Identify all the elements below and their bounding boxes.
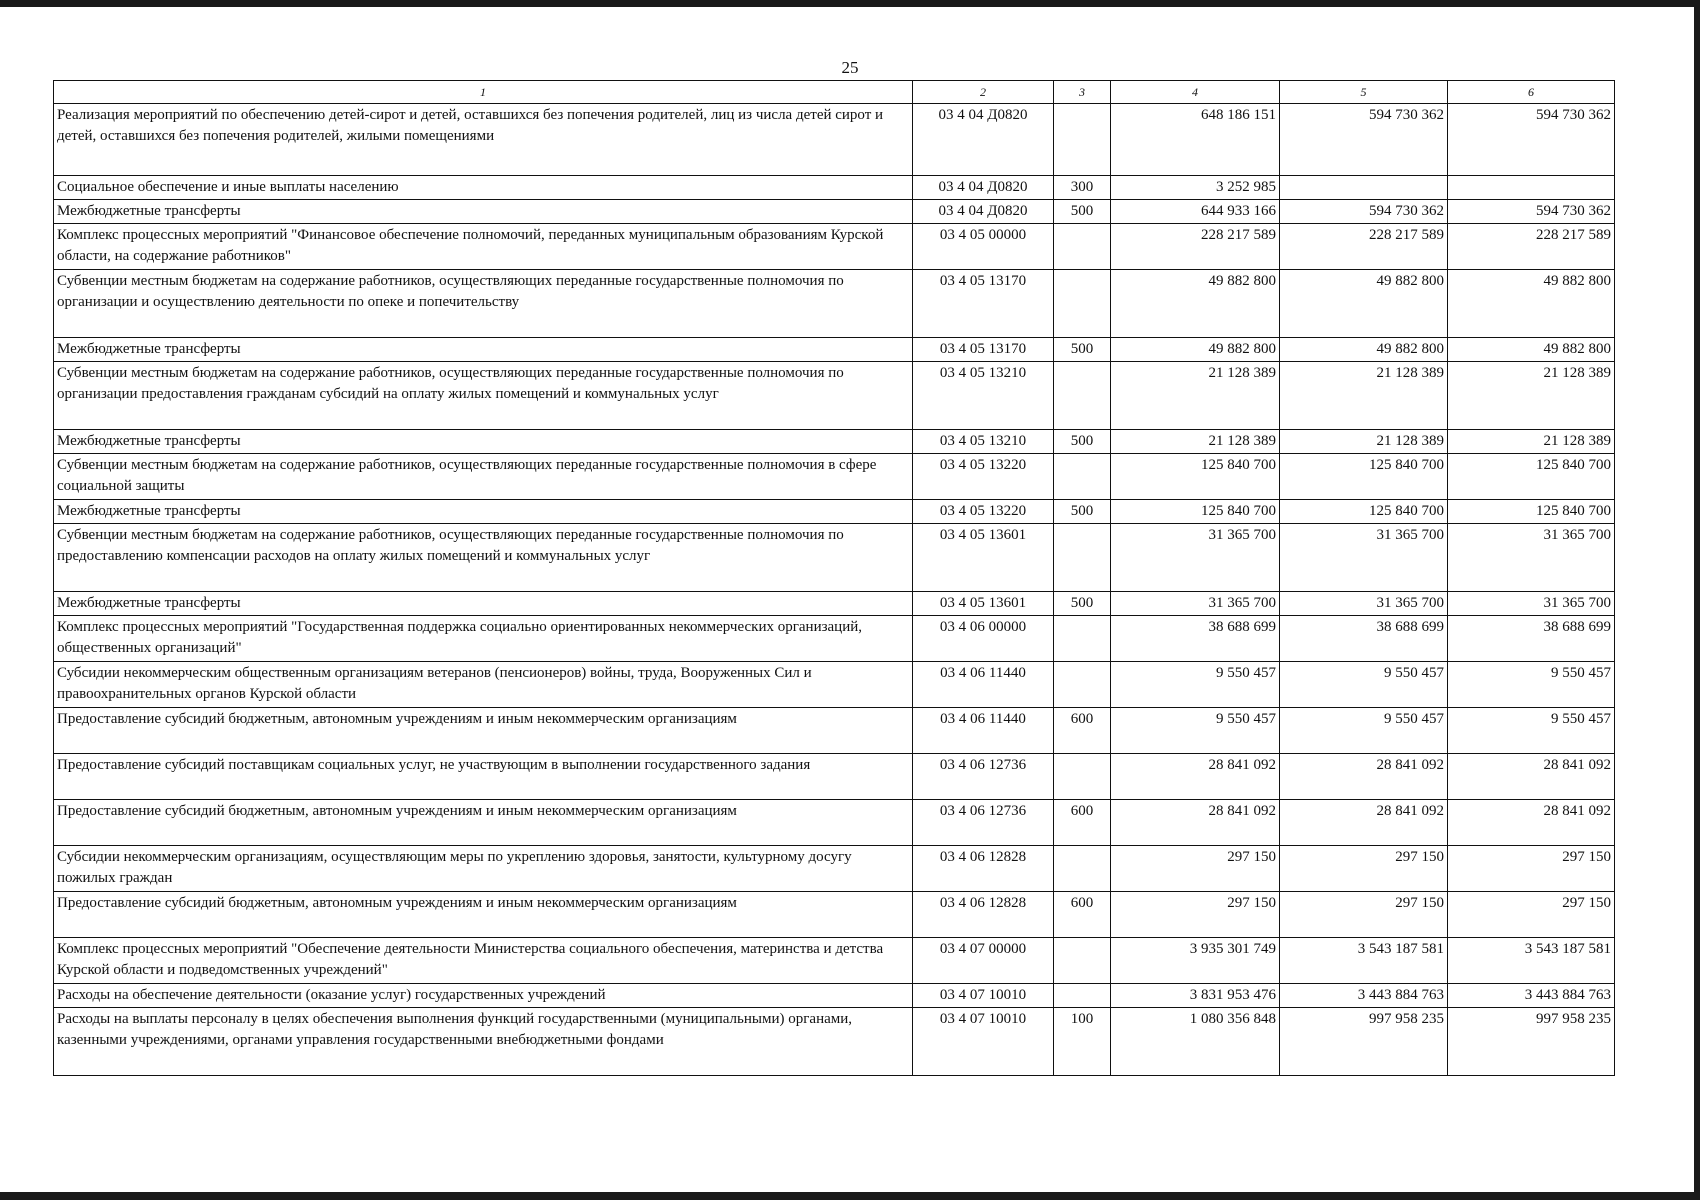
table-row [54,224,1615,270]
row-amount-col4: 31 365 700 [1111,592,1280,616]
row-amount-col5: 49 882 800 [1280,270,1448,338]
row-amount-col4: 3 252 985 [1111,176,1280,200]
row-code: 03 4 05 13220 [913,500,1054,524]
row-amount-col6: 31 365 700 [1448,592,1615,616]
row-amount-col4: 28 841 092 [1111,754,1280,800]
row-amount-col4: 228 217 589 [1111,224,1280,270]
row-amount-col6: 297 150 [1448,892,1615,938]
row-expense-type [1054,362,1111,430]
row-amount-col4: 1 080 356 848 [1111,1008,1280,1076]
row-expense-type: 100 [1054,1008,1111,1076]
table-row [54,1008,1615,1076]
row-name: Расходы на выплаты персоналу в целях обеспечения выполнения функций государственными (муниципальными) органами, казенными учреждениями, органами управления государственными внебюджетными фондами [54,1008,913,1076]
row-amount-col5: 997 958 235 [1280,1008,1448,1076]
row-expense-type: 600 [1054,800,1111,846]
table-row [54,984,1615,1008]
table-row [54,800,1615,846]
row-name: Предоставление субсидий бюджетным, автономным учреждениям и иным некоммерческим организациям [54,800,913,846]
row-amount-col4: 125 840 700 [1111,454,1280,500]
table-row [54,362,1615,430]
header-col-1: 1 [54,81,913,104]
row-code: 03 4 06 11440 [913,662,1054,708]
row-amount-col5: 594 730 362 [1280,104,1448,176]
row-name: Реализация мероприятий по обеспечению детей-сирот и детей, оставшихся без попечения родителей, лиц из числа детей сирот и детей, оставшихся без попечения родителей, жилыми помещениями [54,104,913,176]
row-code: 03 4 05 13170 [913,270,1054,338]
row-amount-col6: 28 841 092 [1448,800,1615,846]
row-amount-col6: 3 443 884 763 [1448,984,1615,1008]
scan-border-top [0,0,1700,7]
row-amount-col6: 9 550 457 [1448,708,1615,754]
row-amount-col5: 3 543 187 581 [1280,938,1448,984]
row-amount-col6: 38 688 699 [1448,616,1615,662]
row-expense-type: 500 [1054,338,1111,362]
row-code: 03 4 07 00000 [913,938,1054,984]
row-amount-col4: 125 840 700 [1111,500,1280,524]
row-code: 03 4 05 13601 [913,592,1054,616]
table-row [54,662,1615,708]
row-name: Комплекс процессных мероприятий "Обеспечение деятельности Министерства социального обеспечения, материнства и детства Курской области и подведомственных учреждений" [54,938,913,984]
budget-table-body [54,104,1615,1076]
row-amount-col6: 228 217 589 [1448,224,1615,270]
row-amount-col4: 297 150 [1111,846,1280,892]
row-code: 03 4 06 12736 [913,800,1054,846]
row-expense-type [1054,662,1111,708]
row-name: Межбюджетные трансферты [54,200,913,224]
row-code: 03 4 07 10010 [913,984,1054,1008]
row-code: 03 4 05 13601 [913,524,1054,592]
row-name: Межбюджетные трансферты [54,338,913,362]
row-amount-col5: 21 128 389 [1280,430,1448,454]
scan-border-bottom [0,1192,1700,1200]
table-row [54,938,1615,984]
row-expense-type: 600 [1054,708,1111,754]
table-row [54,524,1615,592]
row-amount-col5: 49 882 800 [1280,338,1448,362]
table-row [54,754,1615,800]
row-amount-col4: 3 935 301 749 [1111,938,1280,984]
row-amount-col5: 31 365 700 [1280,592,1448,616]
row-code: 03 4 05 13210 [913,430,1054,454]
row-amount-col6: 594 730 362 [1448,104,1615,176]
row-amount-col5: 31 365 700 [1280,524,1448,592]
row-code: 03 4 06 12828 [913,846,1054,892]
row-code: 03 4 05 13220 [913,454,1054,500]
table-row [54,592,1615,616]
row-amount-col6: 28 841 092 [1448,754,1615,800]
row-expense-type: 500 [1054,430,1111,454]
row-amount-col5: 28 841 092 [1280,800,1448,846]
row-code: 03 4 04 Д0820 [913,200,1054,224]
row-amount-col5: 125 840 700 [1280,500,1448,524]
row-amount-col4: 49 882 800 [1111,270,1280,338]
row-code: 03 4 05 00000 [913,224,1054,270]
row-expense-type [1054,754,1111,800]
budget-table [53,80,1615,1076]
row-name: Расходы на обеспечение деятельности (оказание услуг) государственных учреждений [54,984,913,1008]
row-expense-type [1054,454,1111,500]
table-row [54,500,1615,524]
table-row [54,846,1615,892]
row-amount-col5: 297 150 [1280,892,1448,938]
row-amount-col5: 21 128 389 [1280,362,1448,430]
row-amount-col4: 21 128 389 [1111,430,1280,454]
row-amount-col5 [1280,176,1448,200]
row-expense-type [1054,938,1111,984]
table-row [54,892,1615,938]
row-expense-type [1054,846,1111,892]
row-name: Комплекс процессных мероприятий "Государственная поддержка социально ориентированных некоммерческих организаций, общественных организаций" [54,616,913,662]
row-name: Предоставление субсидий бюджетным, автономным учреждениям и иным некоммерческим организациям [54,708,913,754]
row-name: Межбюджетные трансферты [54,592,913,616]
table-row [54,200,1615,224]
row-name: Предоставление субсидий поставщикам социальных услуг, не участвующим в выполнении государственного задания [54,754,913,800]
row-amount-col4: 644 933 166 [1111,200,1280,224]
row-expense-type [1054,224,1111,270]
row-amount-col5: 38 688 699 [1280,616,1448,662]
table-row [54,104,1615,176]
row-amount-col6: 21 128 389 [1448,430,1615,454]
page-number: 25 [841,58,859,77]
row-amount-col6: 594 730 362 [1448,200,1615,224]
row-amount-col4: 297 150 [1111,892,1280,938]
row-name: Межбюджетные трансферты [54,500,913,524]
row-name: Социальное обеспечение и иные выплаты населению [54,176,913,200]
table-row [54,270,1615,338]
row-amount-col4: 9 550 457 [1111,662,1280,708]
row-expense-type: 500 [1054,500,1111,524]
header-col-3: 3 [1054,81,1111,104]
row-name: Субсидии некоммерческим организациям, осуществляющим меры по укреплению здоровья, занятости, культурному досугу пожилых граждан [54,846,913,892]
row-amount-col6: 21 128 389 [1448,362,1615,430]
row-amount-col6: 125 840 700 [1448,500,1615,524]
row-name: Комплекс процессных мероприятий "Финансовое обеспечение полномочий, переданных муниципальным образованиям Курской области, на содержание работников" [54,224,913,270]
row-expense-type [1054,524,1111,592]
row-amount-col5: 297 150 [1280,846,1448,892]
header-col-5: 5 [1280,81,1448,104]
row-amount-col6: 49 882 800 [1448,270,1615,338]
row-amount-col5: 125 840 700 [1280,454,1448,500]
row-expense-type [1054,270,1111,338]
row-amount-col4: 3 831 953 476 [1111,984,1280,1008]
row-code: 03 4 04 Д0820 [913,104,1054,176]
table-header-row [54,81,1615,104]
header-col-6: 6 [1448,81,1615,104]
row-code: 03 4 05 13210 [913,362,1054,430]
header-col-4: 4 [1111,81,1280,104]
table-row [54,338,1615,362]
table-row [54,708,1615,754]
row-expense-type: 500 [1054,200,1111,224]
scan-border-right [1694,0,1700,1200]
row-expense-type: 600 [1054,892,1111,938]
row-name: Субвенции местным бюджетам на содержание работников, осуществляющих переданные государственные полномочия по организации предоставления гражданам субсидий на оплату жилых помещений и коммунальных услуг [54,362,913,430]
row-amount-col4: 9 550 457 [1111,708,1280,754]
row-name: Предоставление субсидий бюджетным, автономным учреждениям и иным некоммерческим организациям [54,892,913,938]
row-amount-col6: 49 882 800 [1448,338,1615,362]
row-code: 03 4 06 12828 [913,892,1054,938]
row-code: 03 4 06 00000 [913,616,1054,662]
row-expense-type [1054,984,1111,1008]
row-code: 03 4 06 12736 [913,754,1054,800]
row-amount-col5: 9 550 457 [1280,662,1448,708]
row-amount-col4: 28 841 092 [1111,800,1280,846]
row-amount-col5: 594 730 362 [1280,200,1448,224]
row-amount-col4: 648 186 151 [1111,104,1280,176]
row-amount-col5: 228 217 589 [1280,224,1448,270]
row-amount-col4: 31 365 700 [1111,524,1280,592]
row-code: 03 4 07 10010 [913,1008,1054,1076]
table-row [54,430,1615,454]
row-name: Субвенции местным бюджетам на содержание работников, осуществляющих переданные государственные полномочия по предоставлению компенсации расходов на оплату жилых помещений и коммунальных услуг [54,524,913,592]
row-expense-type: 500 [1054,592,1111,616]
row-amount-col5: 3 443 884 763 [1280,984,1448,1008]
row-amount-col4: 21 128 389 [1111,362,1280,430]
row-expense-type: 300 [1054,176,1111,200]
table-row [54,176,1615,200]
row-code: 03 4 04 Д0820 [913,176,1054,200]
row-amount-col5: 28 841 092 [1280,754,1448,800]
row-code: 03 4 05 13170 [913,338,1054,362]
row-amount-col6: 31 365 700 [1448,524,1615,592]
row-amount-col6: 3 543 187 581 [1448,938,1615,984]
row-name: Межбюджетные трансферты [54,430,913,454]
row-amount-col6: 125 840 700 [1448,454,1615,500]
row-amount-col4: 38 688 699 [1111,616,1280,662]
row-amount-col6: 297 150 [1448,846,1615,892]
row-amount-col6: 997 958 235 [1448,1008,1615,1076]
row-name: Субвенции местным бюджетам на содержание работников, осуществляющих переданные государственные полномочия по организации и осуществлению деятельности по опеке и попечительству [54,270,913,338]
row-name: Субсидии некоммерческим общественным организациям ветеранов (пенсионеров) войны, труда, Вооруженных Сил и правоохранительных органов Курской области [54,662,913,708]
row-name: Субвенции местным бюджетам на содержание работников, осуществляющих переданные государственные полномочия в сфере социальной защиты [54,454,913,500]
header-col-2: 2 [913,81,1054,104]
row-amount-col6 [1448,176,1615,200]
table-row [54,454,1615,500]
row-amount-col4: 49 882 800 [1111,338,1280,362]
row-amount-col5: 9 550 457 [1280,708,1448,754]
row-amount-col6: 9 550 457 [1448,662,1615,708]
table-row [54,616,1615,662]
row-code: 03 4 06 11440 [913,708,1054,754]
row-expense-type [1054,104,1111,176]
row-expense-type [1054,616,1111,662]
